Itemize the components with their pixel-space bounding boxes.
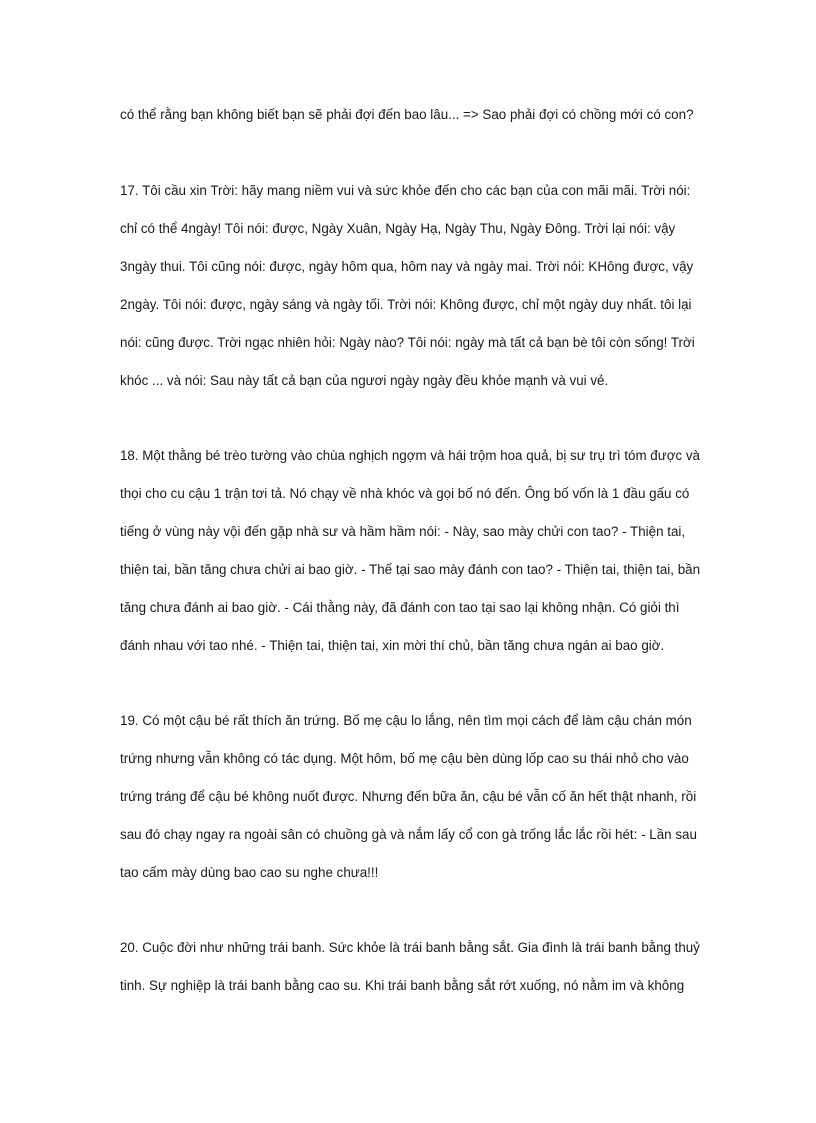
text-line: trứng tráng để cậu bé không nuốt được. Nhưng đến bữa ăn, cậu bé vẫn cố ăn hết thật nhanh, rồi bbox=[120, 789, 697, 804]
text-line: chỉ có thể 4ngày! Tôi nói: được, Ngày Xuân, Ngày Hạ, Ngày Thu, Ngày Đông. Trời lại nói: vậy bbox=[120, 221, 676, 236]
text-line: tao cấm mày dùng bao cao su nghe chưa!!! bbox=[120, 865, 379, 880]
text-line: tiếng ở vùng này vội đến gặp nhà sư và hầm hầm nói: - Này, sao mày chửi con tao? - Thiện tai, bbox=[120, 524, 686, 539]
text-line: đánh nhau với tao nhé. - Thiện tai, thiện tai, xin mời thí chủ, bần tăng chưa ngán ai bao giờ. bbox=[120, 638, 665, 653]
text-line: tăng chưa đánh ai bao giờ. - Cái thằng này, đã đánh con tao tại sao lại không nhận. Có giỏi thì bbox=[120, 600, 680, 615]
text-line: khóc ... và nói: Sau này tất cả bạn của ngươi ngày ngày đều khỏe mạnh và vui vẻ. bbox=[120, 373, 609, 388]
text-line: có thể rằng bạn không biết bạn sẽ phải đợi đến bao lâu... => Sao phải đợi có chồng mới có con? bbox=[120, 107, 694, 122]
text-line: 17. Tôi cầu xin Trời: hãy mang niềm vui và sức khỏe đến cho các bạn của con mãi mãi. Trời nói: bbox=[120, 183, 691, 198]
text-line: sau đó chạy ngay ra ngoài sân có chuồng gà và nắm lấy cổ con gà trống lắc lắc rồi hét: - Lần sau bbox=[120, 827, 697, 842]
text-line: thiện tai, bần tăng chưa chửi ai bao giờ. - Thế tại sao mày đánh con tao? - Thiện tai, thiện tai, bần bbox=[120, 562, 701, 577]
text-line: 19. Có một cậu bé rất thích ăn trứng. Bố mẹ cậu lo lắng, nên tìm mọi cách để làm cậu chán món bbox=[120, 713, 692, 728]
text-line: 2ngày. Tôi nói: được, ngày sáng và ngày tối. Trời nói: Không được, chỉ một ngày duy nhất. tôi lại bbox=[120, 297, 692, 312]
text-line: nói: cũng được. Trời ngạc nhiên hỏi: Ngày nào? Tôi nói: ngày mà tất cả bạn bè tôi còn sống! Trời bbox=[120, 335, 695, 350]
text-line: thọi cho cu cậu 1 trận tơi tả. Nó chạy về nhà khóc và gọi bố nó đến. Ông bố vốn là 1 đầu gấu có bbox=[120, 486, 690, 501]
text-line: tinh. Sự nghiệp là trái banh bằng cao su. Khi trái banh bằng sắt rớt xuống, nó nằm im và không bbox=[120, 978, 685, 993]
text-line: 3ngày thui. Tôi cũng nói: được, ngày hôm qua, hôm nay và ngày mai. Trời nói: KHông được, vậy bbox=[120, 259, 694, 274]
text-line: trứng nhưng vẫn không có tác dụng. Một hôm, bố mẹ cậu bèn dùng lốp cao su thái nhỏ cho vào bbox=[120, 751, 689, 766]
text-line: 20. Cuộc đời như những trái banh. Sức khỏe là trái banh bằng sắt. Gia đình là trái banh bằng thuỷ bbox=[120, 940, 700, 955]
text-line: 18. Một thằng bé trèo tường vào chùa nghịch ngợm và hái trộm hoa quả, bị sư trụ trì tóm được và bbox=[120, 448, 700, 463]
